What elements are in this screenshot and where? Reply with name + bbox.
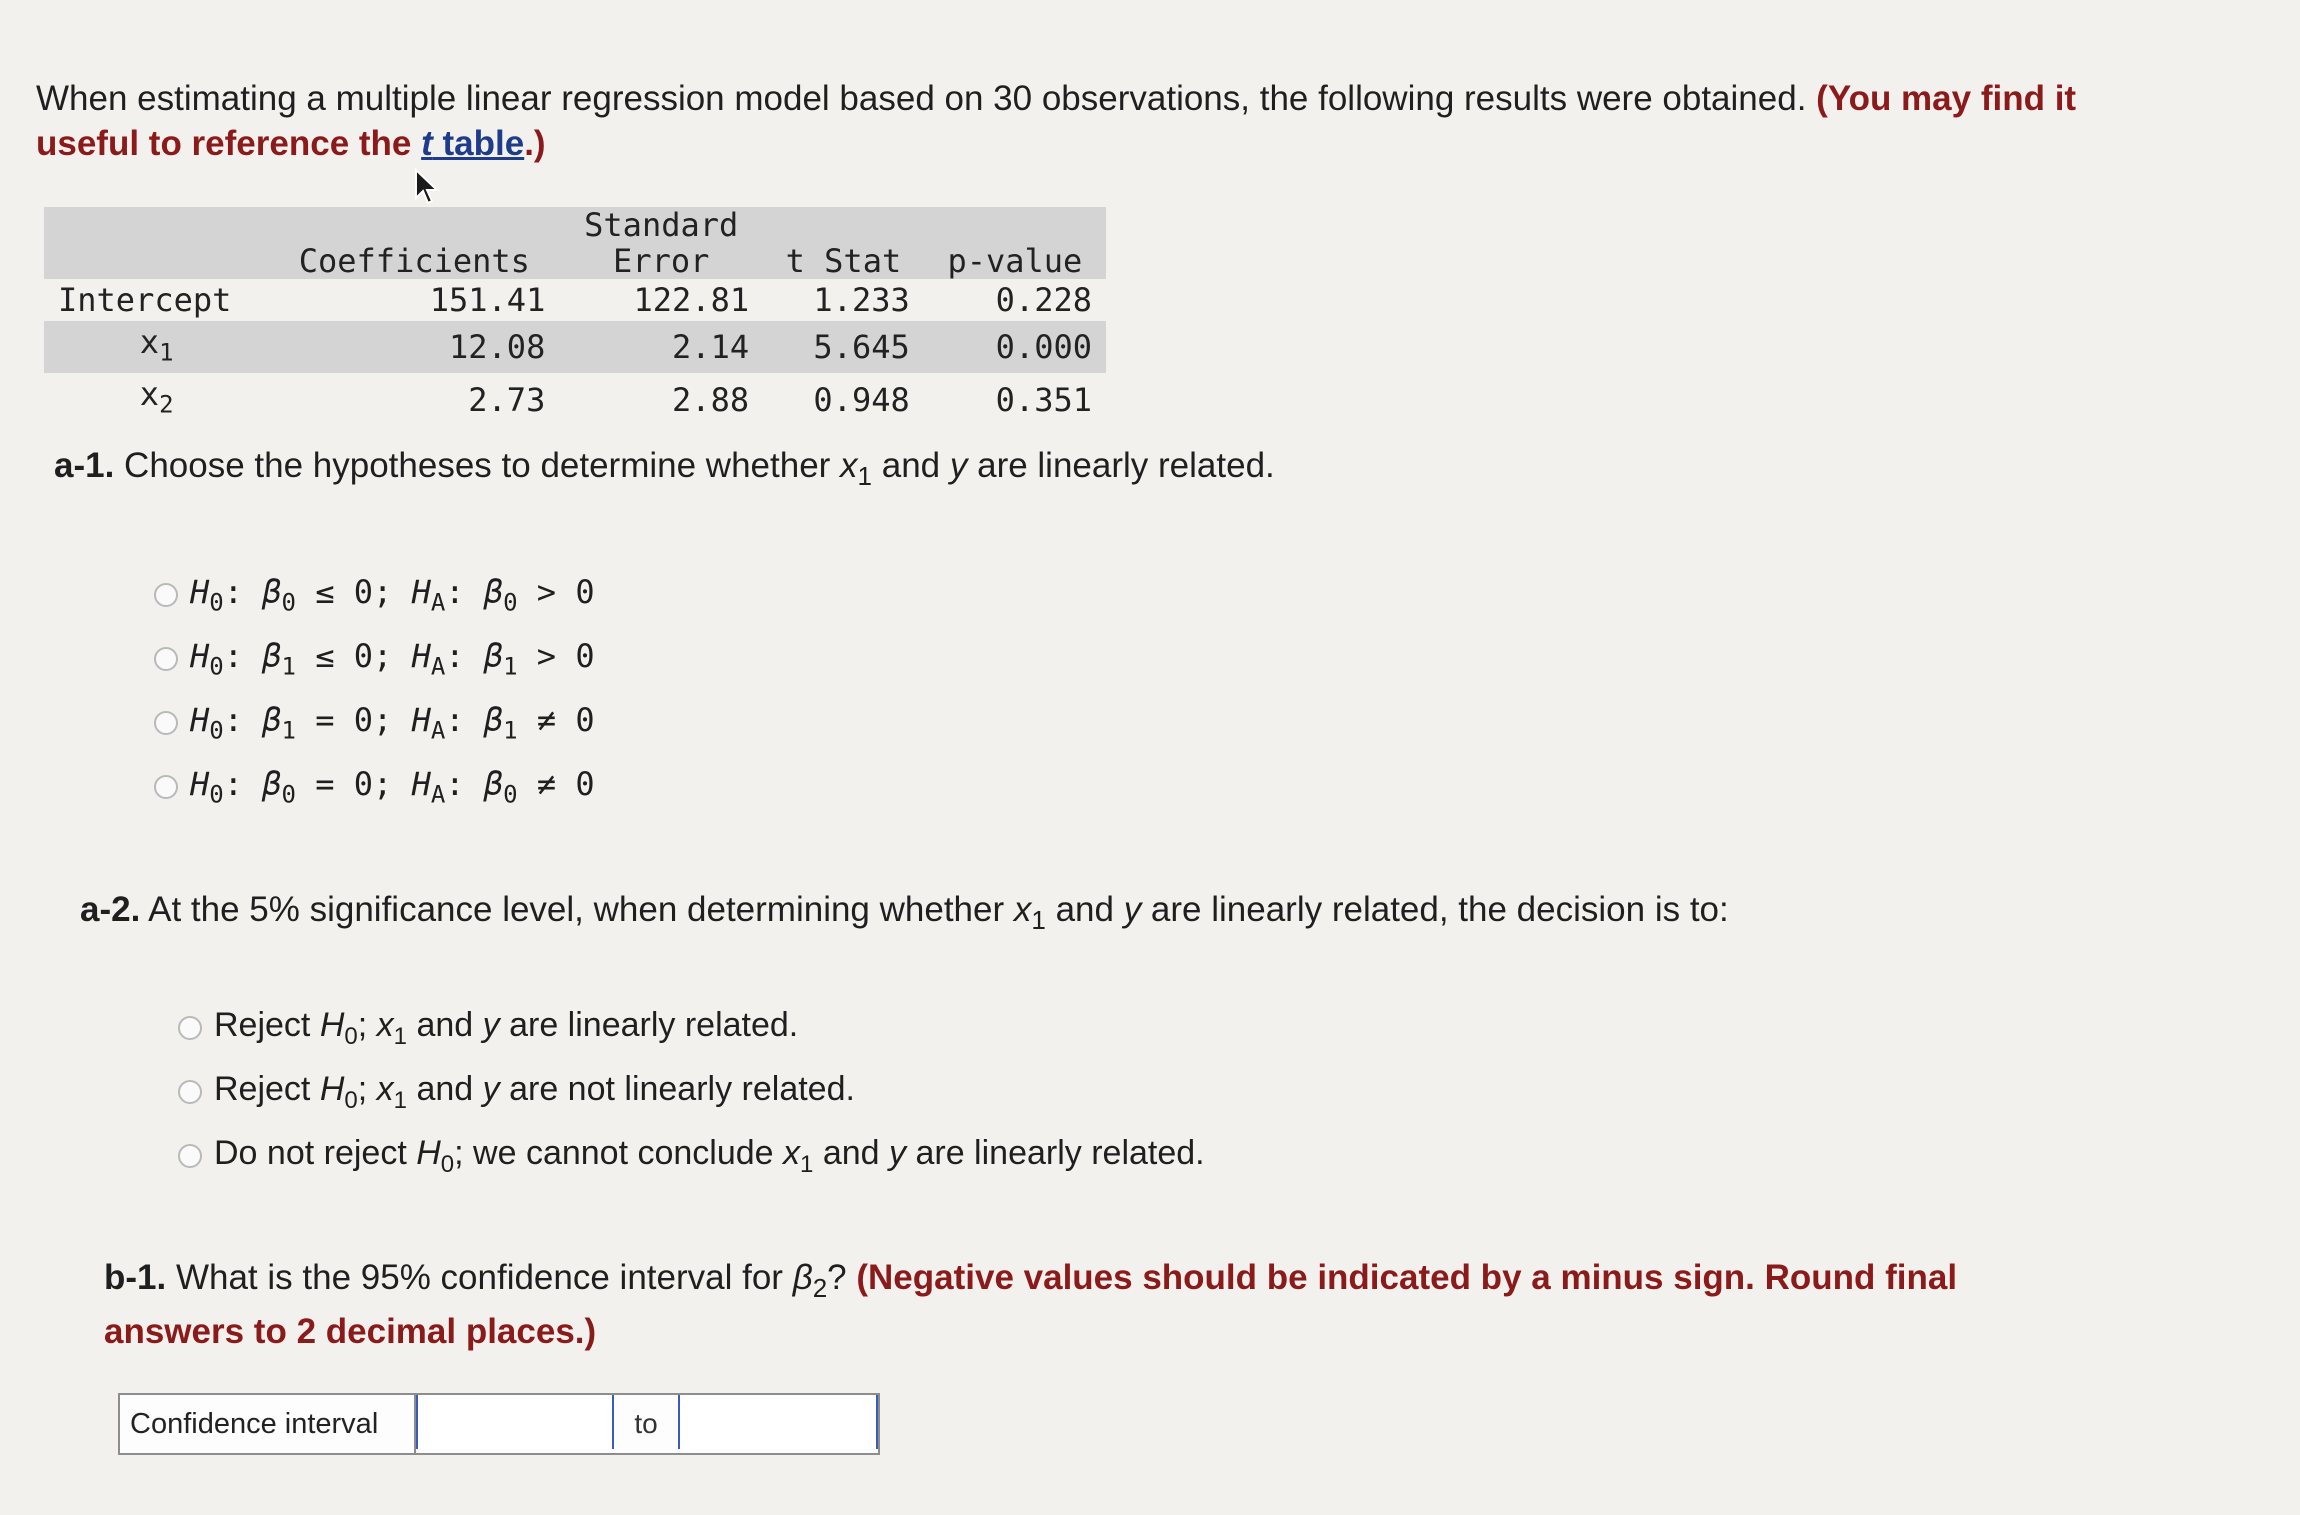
header-empty	[44, 207, 269, 279]
ci-label: Confidence interval	[120, 1395, 416, 1453]
header-coefficients: Coefficients	[298, 242, 530, 280]
radio-button[interactable]	[178, 1080, 202, 1104]
rounding-note: (Negative values should be indicated by a minus sign. Round final answers to 2 decimal places.)	[104, 1258, 1958, 1351]
radio-button[interactable]	[178, 1144, 202, 1168]
header-t-stat: t Stat	[785, 242, 902, 280]
radio-button[interactable]	[154, 711, 178, 735]
a1-option-1[interactable]: $H_0$: $\beta_0 \le 0$; $H_A$: $\beta_0 > 0$	[154, 563, 595, 627]
radio-button[interactable]	[154, 647, 178, 671]
question-a2: a-2. At the 5% significance level, when determining whether $x_1$ and y are linearly related, the decision is to:	[80, 890, 1729, 935]
ci-upper-input[interactable]	[678, 1395, 878, 1449]
ci-to-label: to	[634, 1408, 658, 1439]
t-table-link[interactable]: t table	[421, 124, 525, 163]
table-row: $x_2$ 2.73 2.88 0.948 0.351	[139, 375, 1092, 419]
table-row: $x_1$ 12.08 2.14 5.645 0.000	[44, 321, 1106, 373]
confidence-interval-row	[118, 1393, 880, 1455]
radio-button[interactable]	[178, 1016, 202, 1040]
ci-upper-wrap	[678, 1395, 878, 1453]
question-a1: a-1. Choose the hypotheses to determine whether $x_1$ and y are linearly related.	[54, 446, 1275, 491]
ci-lower-wrap	[416, 1395, 614, 1453]
a2-option-2[interactable]: Reject $H_0$; $x_1$ and y are not linearly related.	[178, 1060, 1205, 1124]
radio-button[interactable]	[154, 583, 178, 607]
a1-option-4[interactable]: $H_0$: $\beta_0 = 0$; $H_A$: $\beta_0 \ne 0$	[154, 755, 595, 819]
a1-option-3[interactable]: $H_0$: $\beta_1 = 0$; $H_A$: $\beta_1 \ne 0$	[154, 691, 595, 755]
a2-option-1[interactable]: Reject $H_0$; $x_1$ and y are linearly related.	[178, 996, 1205, 1060]
a1-option-2[interactable]: $H_0$: $\beta_1 \le 0$; $H_A$: $\beta_1 > 0$	[154, 627, 595, 691]
question-b1: b-1. What is the 95% confidence interval for $\beta_2$? (Negative values should be indicated by a minus sign. Round final answers to 2 decimal places.)	[104, 1258, 1958, 1351]
header-p-value: p-value	[947, 242, 1083, 280]
header-standard-error: Standard Error	[584, 206, 739, 280]
table-header-row	[44, 207, 1106, 279]
a2-option-3[interactable]: Do not reject $H_0$; we cannot conclude $x_1$ and y are linearly related.	[178, 1124, 1205, 1188]
reference-hint: (You may find it useful to reference the t table.)	[36, 79, 2077, 163]
mouse-cursor-icon	[414, 168, 440, 208]
table-row: Intercept 151.41 122.81 1.233 0.228	[58, 281, 1092, 319]
intro-text: When estimating a multiple linear regression model based on 30 observations, the following results were obtained. (You may find it useful to reference the t table.)	[36, 79, 2077, 163]
regression-table	[44, 207, 1106, 426]
a1-options	[154, 563, 595, 819]
a2-options	[178, 996, 1205, 1188]
ci-lower-input[interactable]	[416, 1395, 614, 1449]
radio-button[interactable]	[154, 775, 178, 799]
